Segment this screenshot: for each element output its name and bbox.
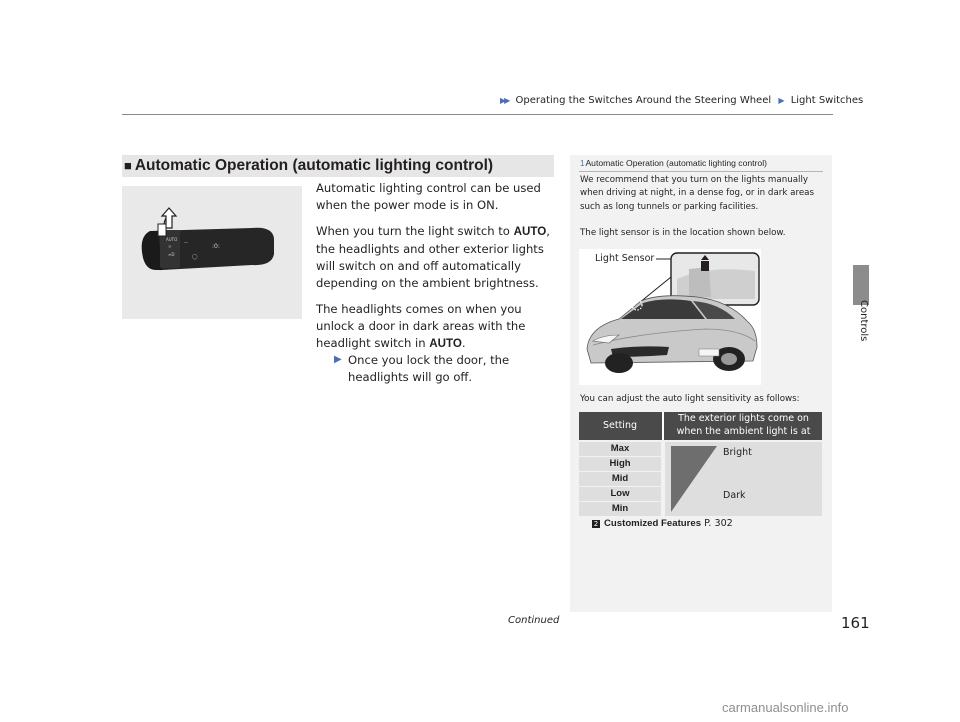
arrow-bullet-icon: ▶ (334, 354, 342, 366)
paragraph-auto (316, 223, 556, 291)
note-paragraph-3: You can adjust the auto light sensitivity as follows: (580, 394, 800, 404)
paragraph-intro: Automatic lighting control can be used when the power mode is in ON. (316, 181, 541, 212)
body-text (316, 180, 556, 386)
table-row: Min (579, 502, 661, 516)
breadcrumb-current[interactable]: Light Switches (790, 95, 864, 106)
note-divider (579, 171, 823, 172)
auto-keyword-2: AUTO (429, 336, 462, 350)
svg-text:—: — (184, 240, 188, 245)
paragraph-unlock (316, 301, 556, 352)
chapter-tab-label[interactable]: Controls (858, 300, 869, 342)
svg-text::0:: :0: (212, 243, 220, 250)
table-header-condition-line1: The exterior lights come on (678, 413, 809, 424)
paragraph-auto-text-a: When you turn the light switch to (316, 224, 514, 239)
chapter-tab-label-wrap (853, 300, 873, 360)
sub-note (334, 352, 556, 385)
table-header-setting: Setting (602, 420, 637, 431)
svg-text:AUTO: AUTO (166, 237, 178, 242)
car-light-sensor-icon (579, 249, 761, 385)
watermark: carmanualsonline.info (722, 700, 849, 715)
note-paragraph-1: We recommend that you turn on the lights manually when driving at night, in a dense fog, or in dark areas such as long tunnels or parking facilities. (580, 175, 815, 212)
sub-note-text: Once you lock the door, the headlights will go off. (348, 353, 510, 385)
svg-text:◯: ◯ (192, 254, 198, 260)
page-number: 161 (841, 614, 870, 632)
table-header-condition (665, 413, 822, 438)
reference-arrow-icon: 2 (593, 520, 599, 528)
light-switch-illustration (122, 186, 302, 319)
header-rule (122, 114, 833, 115)
triangle-icon: ▶ (778, 96, 785, 105)
xref-page[interactable]: P. 302 (701, 518, 733, 529)
table-row: Mid (579, 472, 661, 486)
paragraph-auto-text-b: , the headlights and other exterior lights will switch on and off automatically depending on the ambient brightness. (316, 224, 550, 290)
table-header-condition-line2: when the ambient light is at (676, 425, 811, 437)
sidebar-note (570, 155, 832, 612)
brightness-scale (665, 442, 822, 516)
dark-label: Dark (723, 490, 746, 501)
paragraph-unlock-text-a: The headlights comes on when you unlock a door in dark areas with the headlight switch in (316, 302, 526, 350)
breadcrumb (500, 95, 863, 106)
table-row: Low (579, 487, 661, 501)
svg-text:☼: ☼ (168, 244, 172, 249)
square-bullet-icon: ■ (124, 158, 132, 173)
section-heading (122, 155, 554, 177)
double-triangle-icon: ▶▶ (500, 96, 509, 105)
table-row: Max (579, 442, 661, 456)
car-illustration (579, 249, 761, 385)
light-switch-stalk-icon (122, 186, 302, 319)
xref-title[interactable]: Customized Features (604, 518, 702, 529)
table-row: High (579, 457, 661, 471)
chapter-tab[interactable] (853, 265, 869, 305)
note-heading (580, 158, 767, 168)
cross-reference[interactable] (592, 518, 733, 529)
light-sensor-label: Light Sensor (595, 253, 655, 264)
bright-label: Bright (723, 447, 752, 458)
table-header-separator (662, 412, 664, 440)
note-number: 1 (580, 159, 585, 168)
breadcrumb-parent[interactable]: Operating the Switches Around the Steering Wheel (515, 95, 772, 106)
auto-keyword: AUTO (513, 225, 547, 239)
continued-label: Continued (508, 615, 560, 626)
table-header (579, 412, 822, 440)
paragraph-unlock-text-b: . (461, 335, 466, 350)
section-title: Automatic Operation (automatic lighting control) (134, 157, 494, 174)
brightness-wedge-icon (669, 442, 719, 516)
svg-text:≡D: ≡D (168, 252, 175, 257)
note-paragraph-2: The light sensor is in the location shown below. (580, 228, 786, 238)
note-title: Automatic Operation (automatic lighting control) (585, 158, 767, 168)
